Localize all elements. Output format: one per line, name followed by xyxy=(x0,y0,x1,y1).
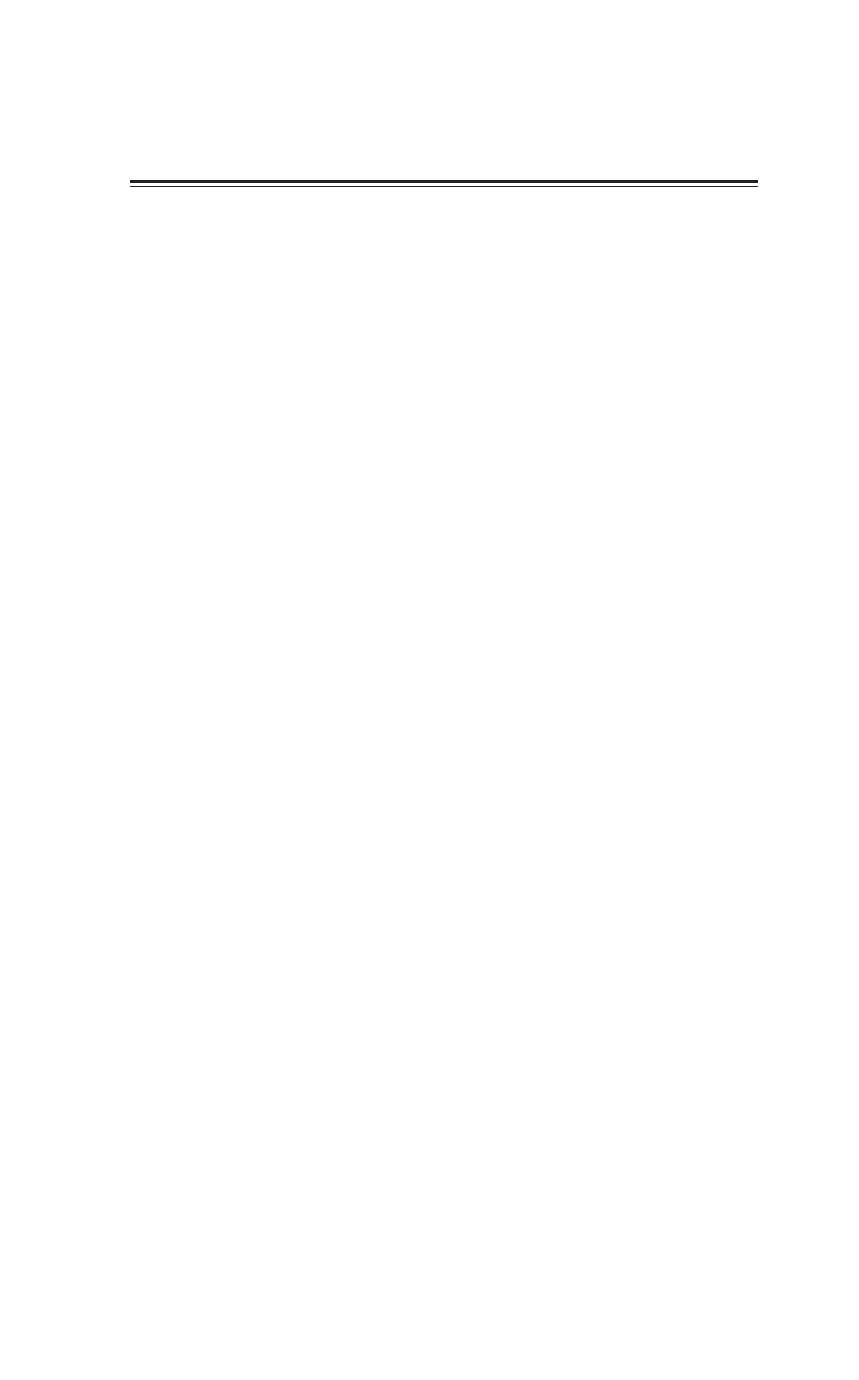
top-rule-thin xyxy=(130,186,758,187)
top-rule-thick xyxy=(130,180,758,183)
